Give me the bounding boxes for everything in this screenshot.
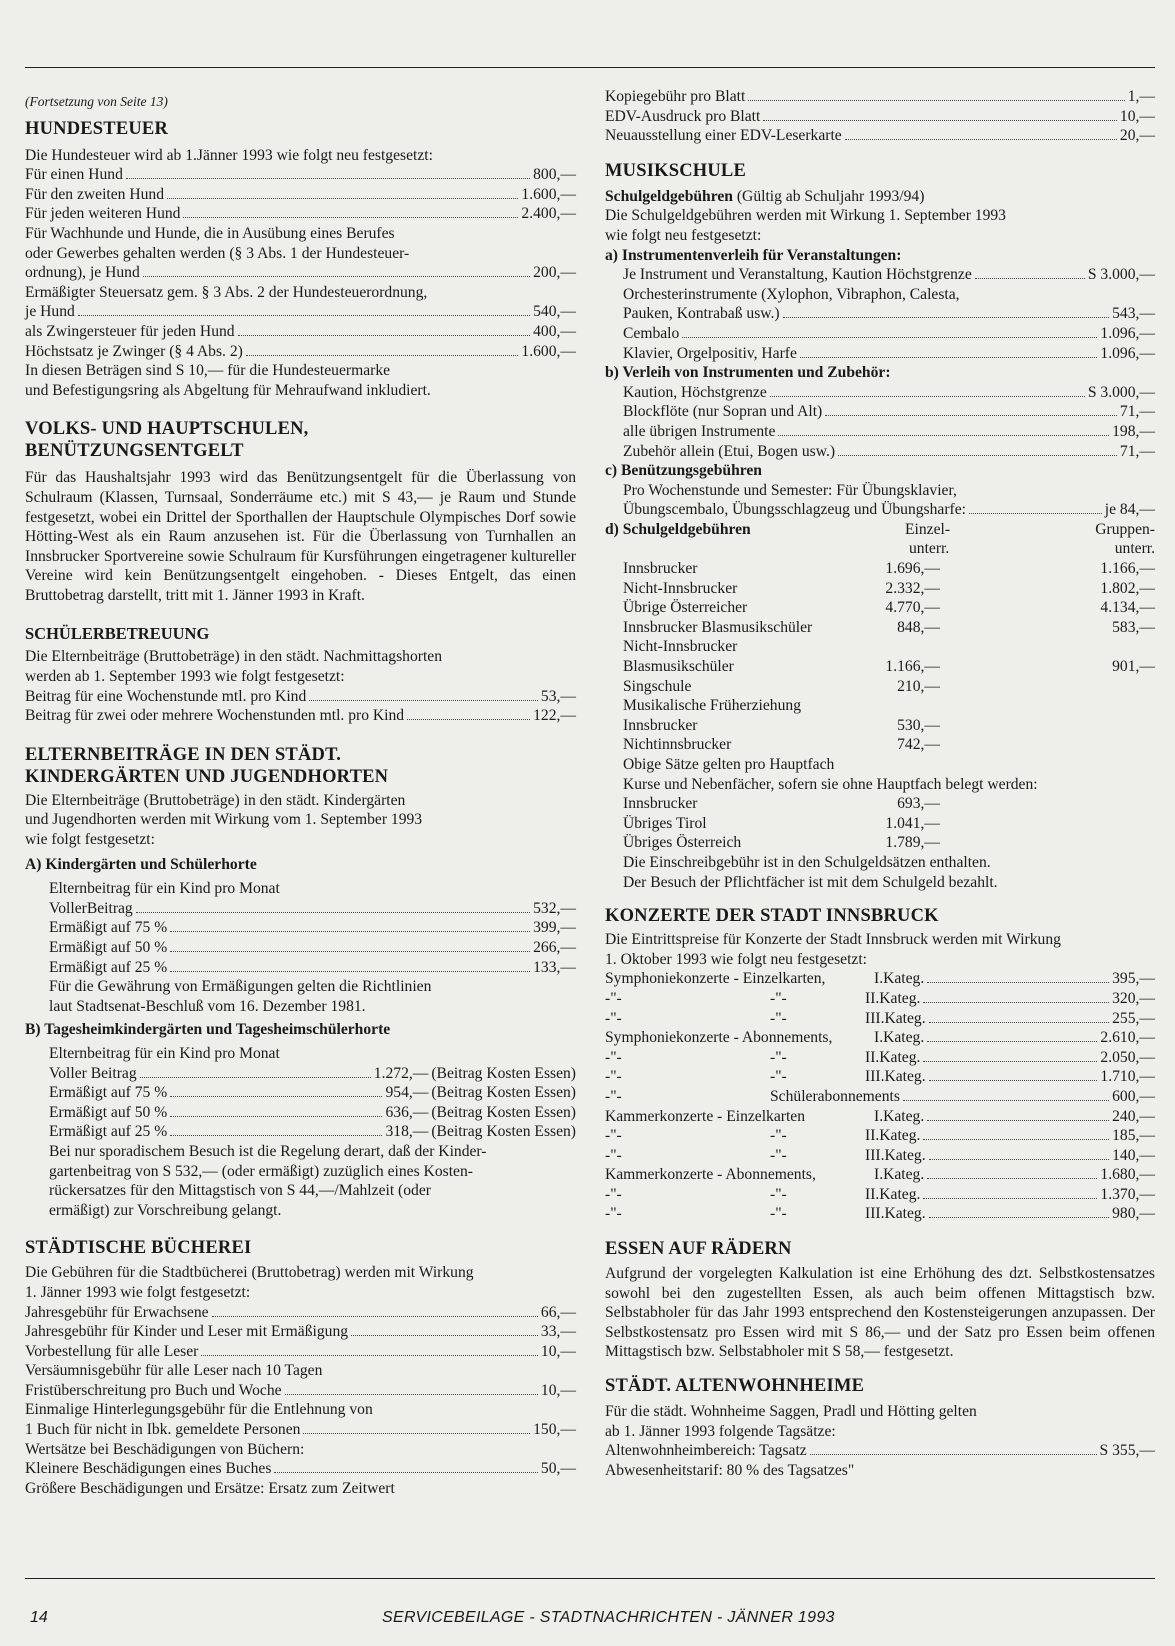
schulgeld-gruppe: 1.166,— [1100,560,1155,578]
fee-row: ordnung), je Hund 200,— [25,264,576,282]
fee-row: Übungscembalo, Übungsschlagzeug und Übungsharfe: je 84,— [623,501,1155,519]
schulgeld-label: Übrige Österreicher [623,599,748,617]
section-title-elternbeitraege-2: KINDERGÄRTEN UND JUGENDHORTEN [25,766,389,787]
kurse-value: 1.041,— [885,814,940,832]
section-title-essen: ESSEN AUF RÄDERN [605,1239,792,1260]
schulgeld-gruppe: 1.802,— [1100,579,1155,597]
konzert-row [605,1185,1155,1205]
section-title-schuelerbetreuung: SCHÜLERBETREUUNG [25,624,210,644]
konzert-dots [927,982,1109,983]
text-line: und Jugendhorten werden mit Wirkung vom 1. September 1993 [25,811,423,829]
konzert-price: 2.610,— [1100,1029,1155,1047]
konzert-type: -"- [605,989,622,1007]
konzert-type: Kammerkonzerte - Einzelkarten [605,1107,806,1125]
konzert-row [605,1048,1155,1068]
fee-row: Für jeden weiteren Hund 2.400,— [25,205,576,223]
text-line: Kurse und Nebenfächer, sofern sie ohne Hauptfach belegt werden: [623,775,1038,793]
fee-row: VollerBeitrag 532,— [49,899,576,917]
konzert-price: 185,— [1112,1127,1155,1145]
konzert-dots [923,1198,1097,1199]
schulgeld-einzel: 1.696,— [885,560,940,578]
fee-row: Klavier, Orgelpositiv, Harfe 1.096,— [623,344,1155,362]
text-line: Die Schulgeldgebühren werden mit Wirkung 1. September 1993 [605,207,1006,225]
konzert-row [605,969,1155,989]
konzert-subtype: -"- [770,1185,787,1203]
text-line: Obige Sätze gelten pro Hauptfach [623,756,835,773]
fee-row: Ermäßigt auf 25 % 318,— (Beitrag Kosten Essen) [49,1123,576,1141]
schulgeld-row [605,579,1155,599]
text-line: Größere Beschädigungen und Ersätze: Ersatz zum Zeitwert [25,1479,395,1497]
fee-row: Kleinere Beschädigungen eines Buches 50,— [25,1460,576,1478]
fee-row: Zubehör allein (Etui, Bogen usw.) 71,— [623,442,1155,460]
subsection-title: A) Kindergärten und Schülerhorte [25,855,257,873]
konzert-kategorie: I.Kateg. [874,1107,925,1125]
konzert-price: 1.710,— [1100,1068,1155,1086]
fee-row: Jahresgebühr für Kinder und Leser mit Ermäßigung 33,— [25,1323,576,1341]
text-line: laut Stadtsenat-Beschluß vom 16. Dezember 1981. [49,997,366,1015]
konzert-dots [929,1022,1110,1023]
schulgeld-table [605,559,1155,755]
text-line: Die Eintrittspreise für Konzerte der Stadt Innsbruck werden mit Wirkung [605,931,1061,949]
fee-row: EDV-Ausdruck pro Blatt 10,— [605,107,1155,125]
text-line: Die Hundesteuer wird ab 1.Jänner 1993 wie folgt neu festgesetzt: [25,146,433,164]
schulgeld-einzel: 530,— [897,716,940,734]
konzert-dots [923,1061,1097,1062]
schulgeld-row [605,696,1155,716]
paragraph: Für das Haushaltsjahr 1993 wird das Benützungsentgelt für die Überlassung von Schulraum (Klassen, Turnsaal, Sonderräume etc.) mit S 43,— je Raum und Stunde festgesetzt, wobei ein Drittel der Sporthallen der Hauptschule Olympisches Dorf sowie Hötting-West als ein Raum anzusehen ist. Für die Überlassung von Turnhallen an Innsbrucker Sportvereine sowie Schulraum für Kursführungen eingetragener kultureller Vereine wird kein Benützungsentgelt eingehoben. - Dieses Entgelt, das einen Bruttobetrag darstellt, tritt mit 1. Jänner 1993 in Kraft. [25,469,576,604]
konzert-subtype: -"- [770,1068,787,1086]
text-line: Für die städt. Wohnheime Saggen, Pradl und Hötting gelten [605,1403,977,1421]
schulgeld-gruppe: 901,— [1112,658,1155,676]
schulgeld-row [605,657,1155,677]
fee-row: Je Instrument und Veranstaltung, Kaution Höchstgrenze S 3.000,— [623,266,1155,284]
kurse-row [605,833,1155,853]
kurse-value: 1.789,— [885,834,940,852]
schulgeld-gruppe: 583,— [1112,618,1155,636]
fee-row: Ermäßigt auf 25 % 133,— [49,958,576,976]
konzert-kategorie: III.Kateg. [865,1146,926,1164]
text-line: Für Wachhunde und Hunde, die in Ausübung eines Berufes [25,224,395,242]
text-line: rückersatzes für den Mittagstisch von S 44,—/Mahlzeit (oder [49,1182,431,1200]
konzert-kategorie: II.Kateg. [865,1185,921,1203]
konzert-row [605,989,1155,1009]
konzert-type: -"- [605,1048,622,1066]
text-line: ab 1. Jänner 1993 folgende Tagsätze: [605,1422,836,1440]
konzert-kategorie: I.Kateg. [874,970,925,988]
schulgeld-label: Nichtinnsbrucker [623,736,732,754]
konzert-row [605,1009,1155,1029]
konzerte-table [605,969,1155,1224]
konzert-price: 395,— [1112,970,1155,988]
text-line: Pro Wochenstunde und Semester: Für Übungsklavier, [623,481,957,499]
text-line: Elternbeitrag für ein Kind pro Monat [49,880,280,898]
konzert-type: Kammerkonzerte - Abonnements, [605,1166,816,1184]
kurse-table [605,794,1155,853]
subsection-title: b) Verleih von Instrumenten und Zubehör: [605,364,891,382]
schulgeld-gruppe: 4.134,— [1100,599,1155,617]
text-line: Der Besuch der Pflichtfächer ist mit dem Schulgeld bezahlt. [623,873,998,891]
kurse-label: Übriges Tirol [623,814,707,832]
text-line: Die Gebühren für die Stadtbücherei (Bruttobetrag) werden mit Wirkung [25,1264,474,1282]
fee-row: Altenwohnheimbereich: Tagsatz S 355,— [605,1442,1155,1460]
text-line: ermäßigt) zur Vorschreibung gelangt. [49,1201,282,1219]
text-line: Elternbeitrag für ein Kind pro Monat [49,1044,280,1062]
subsection-title: c) Benützungsgebühren [605,462,762,480]
konzert-price: 140,— [1112,1146,1155,1164]
schulgeld-einzel: 2.332,— [885,579,940,597]
schulgeld-label: Innsbrucker Blasmusikschüler [623,618,813,636]
konzert-type: -"- [605,1127,622,1145]
konzert-subtype: -"- [770,1146,787,1164]
fee-row: Pauken, Kontrabaß usw.) 543,— [623,305,1155,323]
text-line: Versäumnisgebühr für alle Leser nach 10 Tagen [25,1362,323,1380]
bottom-rule [25,1578,1155,1579]
text-line: Wertsätze bei Beschädigungen von Büchern: [25,1440,305,1458]
text-line: 1. Oktober 1993 wie folgt neu festgesetzt: [605,950,867,968]
fee-row: Ermäßigt auf 50 % 266,— [49,939,576,956]
konzert-kategorie: II.Kateg. [865,1127,921,1145]
konzert-row [605,1126,1155,1146]
konzert-subtype: -"- [770,1048,787,1066]
paragraph: Aufgrund der vorgelegten Kalkulation ist eine Erhöhung des dzt. Selbstkostensatzes sowohl bei den zugestellten Essen, als auch beim offenen Mittagstisch bzw. Selbstabholer für das Jahr 1993 entsprechend den Kostensteigerungen anzupassen. Der Selbstkostensatz pro Essen wird mit S 86,— und der Satz pro Essen beim offenen Mittagstisch bzw. Selbstabholer mit S 58,— festgesetzt. [605,1265,1155,1361]
schulgeld-label: Musikalische Früherziehung [623,697,801,715]
konzert-kategorie: III.Kateg. [865,1009,926,1027]
text-line: Bei nur sporadischem Besuch ist die Regelung derart, daß der Kinder- [49,1142,487,1160]
schulgeld-label: Nicht-Innsbrucker [623,579,738,597]
schulgeld-label: Blasmusikschüler [623,658,734,676]
kurse-label: Übriges Österreich [623,834,742,852]
konzert-kategorie: I.Kateg. [874,1166,925,1184]
konzert-subtype: -"- [770,1205,787,1223]
konzert-type: Symphoniekonzerte - Abonnements, [605,1029,833,1047]
text-line: 1. Jänner 1993 wie folgt festgesetzt: [25,1283,251,1301]
schulgeld-row [605,716,1155,736]
konzert-row [605,1087,1155,1107]
konzert-price: 2.050,— [1100,1048,1155,1066]
konzert-row [605,1165,1155,1185]
konzert-subtype: Schülerabonnements [770,1087,900,1105]
fee-row: Beitrag für eine Wochenstunde mtl. pro Kind 53,— [25,687,576,705]
text-line: wie folgt festgesetzt: [25,831,155,849]
footer-title: SERVICEBEILAGE - STADTNACHRICHTEN - JÄNNER 1993 [382,1609,835,1626]
fee-row: Kaution, Höchstgrenze S 3.000,— [623,383,1155,401]
schulgeld-einzel: 848,— [897,618,940,636]
continued-note: (Fortsetzung von Seite 13) [25,94,168,109]
schulgeld-label: Singschule [623,677,692,695]
fee-row: Vorbestellung für alle Leser 10,— [25,1342,576,1360]
fee-row: Fristüberschreitung pro Buch und Woche 10,— [25,1381,576,1399]
fee-row: Für einen Hund 800,— [25,166,576,184]
schulgeld-einzel: 4.770,— [885,599,940,617]
konzert-subtype: -"- [770,989,787,1007]
text-line: Einmalige Hinterlegungsgebühr für die Entlehnung von [25,1401,373,1419]
left-column [25,92,576,1498]
kurse-value: 693,— [897,795,940,813]
konzert-dots [923,1002,1109,1003]
section-title-volksschulen: VOLKS- UND HAUPTSCHULEN, [25,419,309,440]
konzert-type: -"- [605,1146,622,1164]
konzert-dots [903,1100,1109,1101]
subsection-title: B) Tagesheimkindergärten und Tagesheimschülerhorte [25,1021,391,1039]
section-title-musikschule: MUSIKSCHULE [605,160,746,181]
konzert-type: Symphoniekonzerte - Einzelkarten, [605,970,826,988]
section-title-elternbeitraege: ELTERNBEITRÄGE IN DEN STÄDT. [25,744,342,765]
konzert-dots [923,1139,1109,1140]
konzert-row [605,1028,1155,1048]
text-line: Die Elternbeiträge (Bruttobeträge) in den städt. Nachmittagshorten [25,648,442,666]
konzert-row [605,1204,1155,1224]
konzert-subtype: -"- [770,1127,787,1145]
kurse-row [605,814,1155,834]
fee-row: Blockflöte (nur Sopran und Alt) 71,— [623,403,1155,421]
konzert-price: 240,— [1112,1107,1155,1125]
konzert-price: 980,— [1112,1205,1155,1223]
konzert-price: 320,— [1112,989,1155,1007]
text-line: Die Elternbeiträge (Bruttobeträge) in den städt. Kindergärten [25,791,406,809]
fee-row: Ermäßigt auf 75 % 399,— [49,919,576,937]
fee-row: Für den zweiten Hund 1.600,— [25,185,576,203]
konzert-type: -"- [605,1068,622,1086]
konzert-dots [927,1041,1097,1042]
right-column [605,87,1155,1480]
kurse-label: Innsbrucker [623,795,698,813]
top-rule [25,67,1155,68]
konzert-price: 600,— [1112,1087,1155,1105]
text-line: und Befestigungsring als Abgeltung für Mehraufwand inkludiert. [25,381,431,399]
section-title-buecherei: STÄDTISCHE BÜCHEREI [25,1238,252,1259]
konzert-kategorie: I.Kateg. [874,1029,925,1047]
konzert-type: -"- [605,1185,622,1203]
fee-row: als Zwingersteuer für jeden Hund 400,— [25,322,576,340]
schulgeld-label: Nicht-Innsbrucker [623,638,738,656]
text-line: Abwesenheitstarif: 80 % des Tagsatzes" [605,1461,855,1479]
konzert-price: 1.680,— [1100,1166,1155,1184]
schulgeld-einzel: 210,— [897,677,940,695]
schulgeld-header: d) Schulgeldgebühren Einzel- Gruppen- [605,520,1155,538]
fee-row: Ermäßigt auf 50 % 636,— (Beitrag Kosten Essen) [49,1103,576,1121]
fee-row: Neuausstellung einer EDV-Leserkarte 20,— [605,127,1155,145]
schulgeld-label: Innsbrucker [623,716,698,734]
section-title-volksschulen-2: BENÜTZUNGSENTGELT [25,441,244,462]
text-line: In diesen Beträgen sind S 10,— für die Hundesteuermarke [25,362,391,380]
schulgeld-label: Innsbrucker [623,560,698,578]
fee-row: Kopiegebühr pro Blatt 1,— [605,88,1155,105]
fee-row: Höchstsatz je Zwinger (§ 4 Abs. 2) 1.600,— [25,342,576,360]
kurse-row [605,794,1155,814]
text-line: wie folgt neu festgesetzt: [605,226,762,244]
schulgeld-row [605,559,1155,579]
konzert-kategorie: III.Kateg. [865,1205,926,1223]
fee-row: Ermäßigt auf 75 % 954,— (Beitrag Kosten Essen) [49,1084,576,1102]
fee-row: Voller Beitrag 1.272,— (Beitrag Kosten Essen) [49,1064,576,1082]
schulgeld-row [605,637,1155,657]
section-title-hundesteuer: HUNDESTEUER [25,118,169,139]
konzert-row [605,1067,1155,1087]
schulgeld-row [605,677,1155,697]
fee-row: Jahresgebühr für Erwachsene 66,— [25,1303,576,1321]
konzert-price: 255,— [1112,1009,1155,1027]
konzert-dots [927,1120,1109,1121]
text-line: oder Gewerbes gehalten werden (§ 3 Abs. 1 der Hundesteuer- [25,244,410,262]
section-title-konzerte: KONZERTE DER STADT INNSBRUCK [605,906,939,927]
konzert-kategorie: II.Kateg. [865,1048,921,1066]
schulgeld-row [605,735,1155,755]
konzert-row [605,1146,1155,1166]
text-line: Für die Gewährung von Ermäßigungen gelten die Richtlinien [49,978,432,996]
konzert-price: 1.370,— [1100,1185,1155,1203]
konzert-dots [929,1217,1110,1218]
subsection-title: a) Instrumentenverleih für Veranstaltungen: [605,246,902,264]
text-line: Ermäßigter Steuersatz gem. § 3 Abs. 2 der Hundesteuerordnung, [25,283,428,301]
text-line: werden ab 1. September 1993 wie folgt festgesetzt: [25,668,345,686]
fee-row: Cembalo 1.096,— [623,324,1155,342]
konzert-dots [927,1178,1097,1179]
text-line: Die Einschreibgebühr ist in den Schulgeldsätzen enthalten. [623,853,991,871]
schulgeld-einzel: 1.166,— [885,658,940,676]
konzert-kategorie: III.Kateg. [865,1068,926,1086]
fee-row: alle übrigen Instrumente 198,— [623,422,1155,440]
konzert-dots [929,1159,1110,1160]
schulgeld-einzel: 742,— [897,736,940,754]
schulgeld-row [605,598,1155,618]
konzert-dots [929,1080,1098,1081]
konzert-type: -"- [605,1205,622,1223]
schulgeld-header-2: unterr. unterr. [909,540,1155,558]
fee-row: Beitrag für zwei oder mehrere Wochenstunden mtl. pro Kind 122,— [25,707,576,725]
konzert-type: -"- [605,1009,622,1027]
konzert-subtype: -"- [770,1009,787,1027]
text-line: gartenbeitrag von S 532,— (oder ermäßigt) zuzüglich eines Kosten- [49,1162,473,1180]
section-title-altenwohnheime: STÄDT. ALTENWOHNHEIME [605,1376,865,1397]
text-line: Orchesterinstrumente (Xylophon, Vibraphon, Calesta, [623,285,960,303]
konzert-kategorie: II.Kateg. [865,989,921,1007]
konzert-row [605,1107,1155,1127]
fee-row: 1 Buch für nicht in Ibk. gemeldete Personen 150,— [25,1421,576,1439]
schulgeld-row [605,618,1155,638]
fee-row: je Hund 540,— [25,303,576,321]
text-line: Schulgeldgebühren (Gültig ab Schuljahr 1993/94) [605,187,925,205]
page-number: 14 [30,1609,48,1626]
konzert-type: -"- [605,1087,622,1105]
